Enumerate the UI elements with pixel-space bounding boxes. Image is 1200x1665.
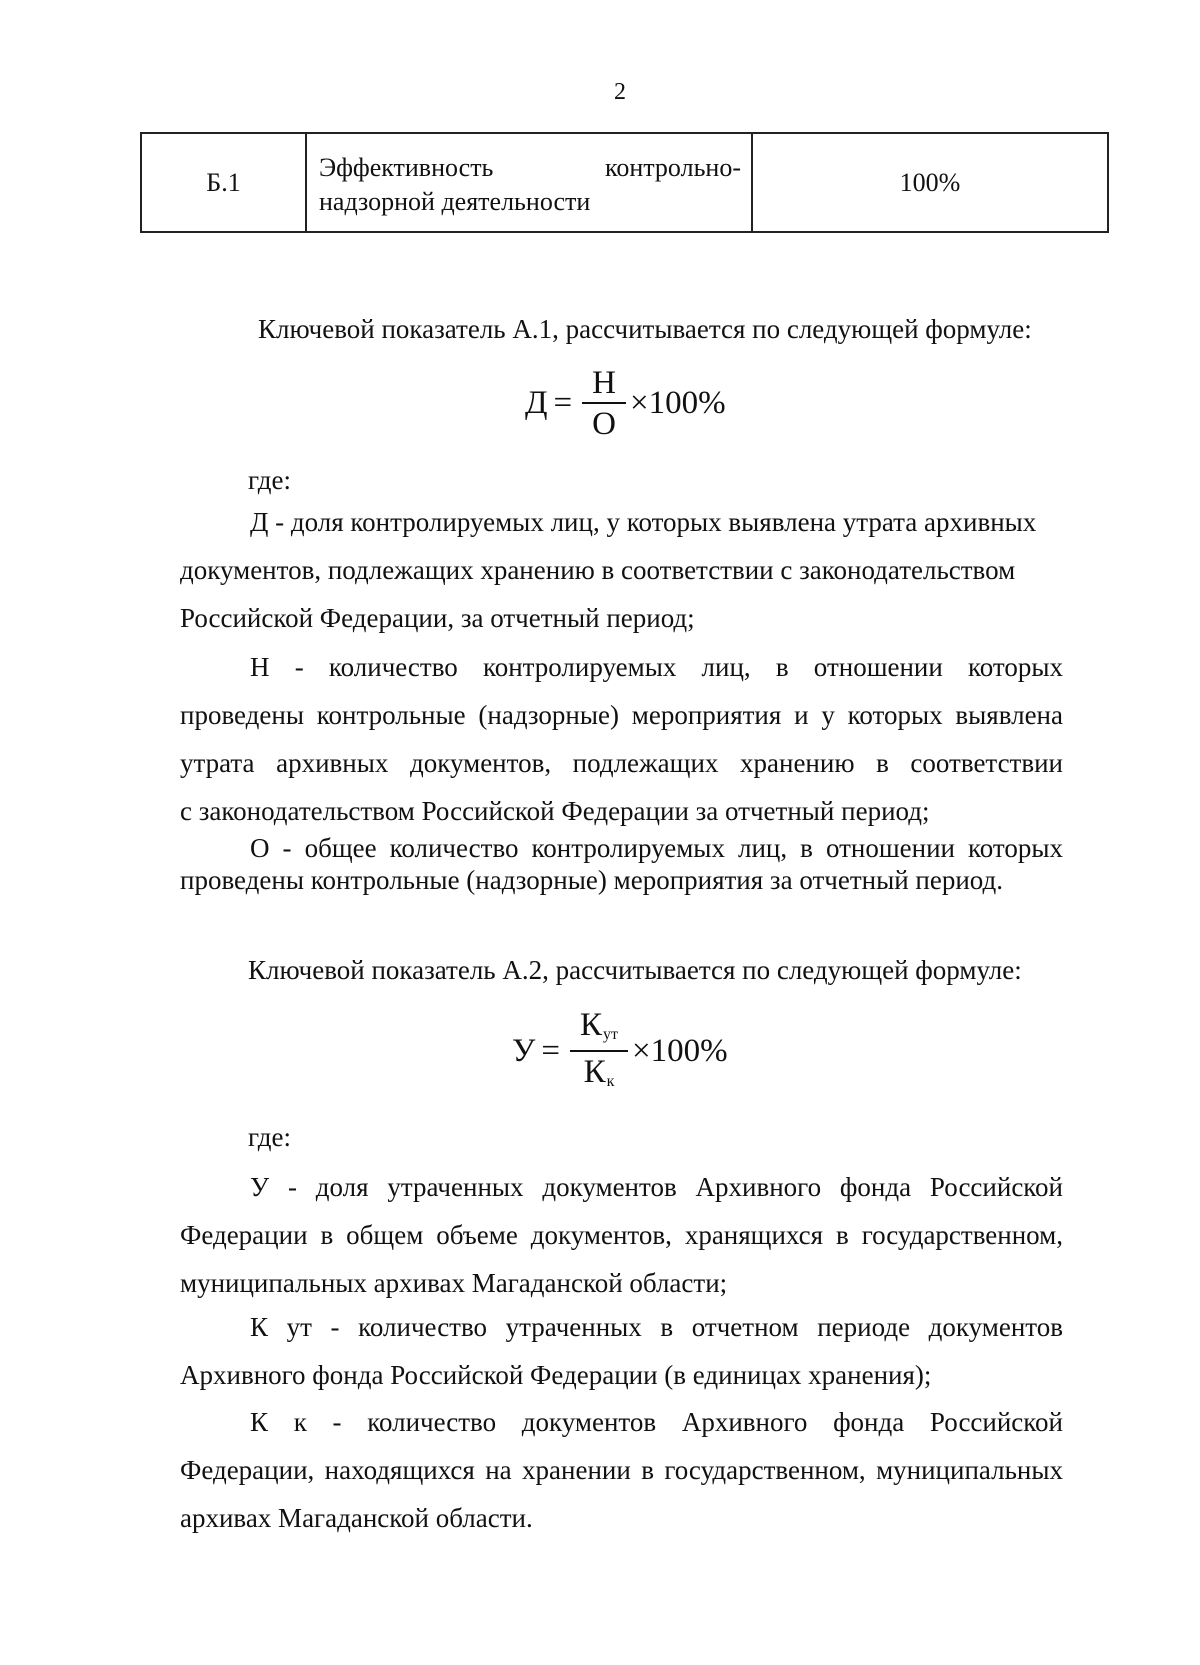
- formula-a2-denominator-sub: к: [606, 1073, 615, 1090]
- formula-a2-multiplier: ×100%: [632, 1033, 728, 1069]
- definition-n-line2: проведены контрольные (надзорные) мероприятия и у которых выявлена: [180, 700, 1063, 730]
- definition-k-k-line2: Федерации, находящихся на хранении в государственном, муниципальных: [180, 1455, 1063, 1485]
- definition-o-line2: проведены контрольные (надзорные) мероприятия за отчетный период.: [180, 865, 1004, 895]
- formula-a1-fraction: [582, 365, 626, 442]
- definition-k-ut: [180, 1303, 1063, 1399]
- formula-a1-multiplier: ×100%: [629, 385, 726, 421]
- definition-o: [180, 832, 1063, 896]
- formula-a2-denominator: [584, 1052, 615, 1096]
- definition-d-line2: документов, подлежащих хранению в соответствии с законодательством: [180, 555, 1016, 585]
- definition-d-line3: Российской Федерации, за отчетный период;: [180, 603, 695, 633]
- formula-a2-lhs: У: [512, 1033, 536, 1069]
- indicator-name-cell: [306, 133, 752, 232]
- formula-a1-numerator: Н: [582, 365, 626, 404]
- page-number: 2: [614, 79, 626, 105]
- formula-a1-intro: Ключевой показатель А.1, рассчитывается по следующей формуле:: [258, 314, 1032, 344]
- definition-k-k-line1: К к - количество документов Архивного фонда Российской: [250, 1407, 1063, 1437]
- indicator-name-line2: надзорной деятельности: [319, 186, 591, 216]
- formula-a1-lhs: Д: [525, 385, 548, 421]
- formula-a2-fraction: [570, 1007, 628, 1096]
- indicators-table: [140, 132, 1109, 233]
- definition-n-line1: Н - количество контролируемых лиц, в отношении которых: [250, 652, 1063, 682]
- definition-k-ut-line2: Архивного фонда Российской Федерации (в единицах хранения);: [180, 1360, 932, 1390]
- indicator-name-word1: Эффективность: [319, 152, 494, 182]
- formula-a2: [512, 1007, 728, 1096]
- formula-a2-numerator-main: К: [580, 1007, 603, 1043]
- formula-a2-intro: Ключевой показатель А.2, рассчитывается по следующей формуле:: [248, 955, 1022, 985]
- definition-d-line1: Д - доля контролируемых лиц, у которых выявлена утрата архивных: [250, 507, 1037, 537]
- indicator-name-word2: контрольно-: [605, 152, 741, 182]
- formula-a2-denominator-main: К: [583, 1054, 606, 1090]
- definition-n-line3: утрата архивных документов, подлежащих хранению в соответствии: [180, 748, 1063, 778]
- definition-u-line2: Федерации в общем объеме документов, хранящихся в государственном,: [180, 1220, 1063, 1250]
- formula-a1: [525, 365, 726, 442]
- definition-k-k: [180, 1398, 1063, 1542]
- where-label-a2: где:: [248, 1122, 291, 1152]
- definition-u-line3: муниципальных архивах Магаданской области;: [180, 1268, 728, 1298]
- definition-k-ut-line1: К ут - количество утраченных в отчетном периоде документов: [250, 1312, 1063, 1342]
- indicator-value-cell: 100%: [752, 133, 1108, 232]
- definition-u: [180, 1163, 1063, 1307]
- definition-u-line1: У - доля утраченных документов Архивного фонда Российской: [250, 1172, 1063, 1202]
- table-row: [141, 133, 1108, 232]
- indicator-name-line1: [319, 151, 741, 185]
- formula-a2-equals: =: [541, 1033, 560, 1069]
- definition-k-k-line3: архивах Магаданской области.: [180, 1503, 533, 1533]
- where-label-a1: где:: [248, 465, 291, 495]
- formula-a2-numerator: [570, 1007, 628, 1052]
- formula-a1-denominator: О: [592, 406, 616, 442]
- definition-n-line4: с законодательством Российской Федерации за отчетный период;: [180, 796, 930, 826]
- definition-d: [180, 498, 1063, 642]
- definition-n: [180, 643, 1063, 835]
- definition-o-line1: О - общее количество контролируемых лиц, в отношении которых: [250, 833, 1063, 863]
- formula-a2-numerator-sub: ут: [603, 1026, 619, 1043]
- indicator-code-cell: Б.1: [141, 133, 306, 232]
- formula-a1-equals: =: [553, 385, 573, 421]
